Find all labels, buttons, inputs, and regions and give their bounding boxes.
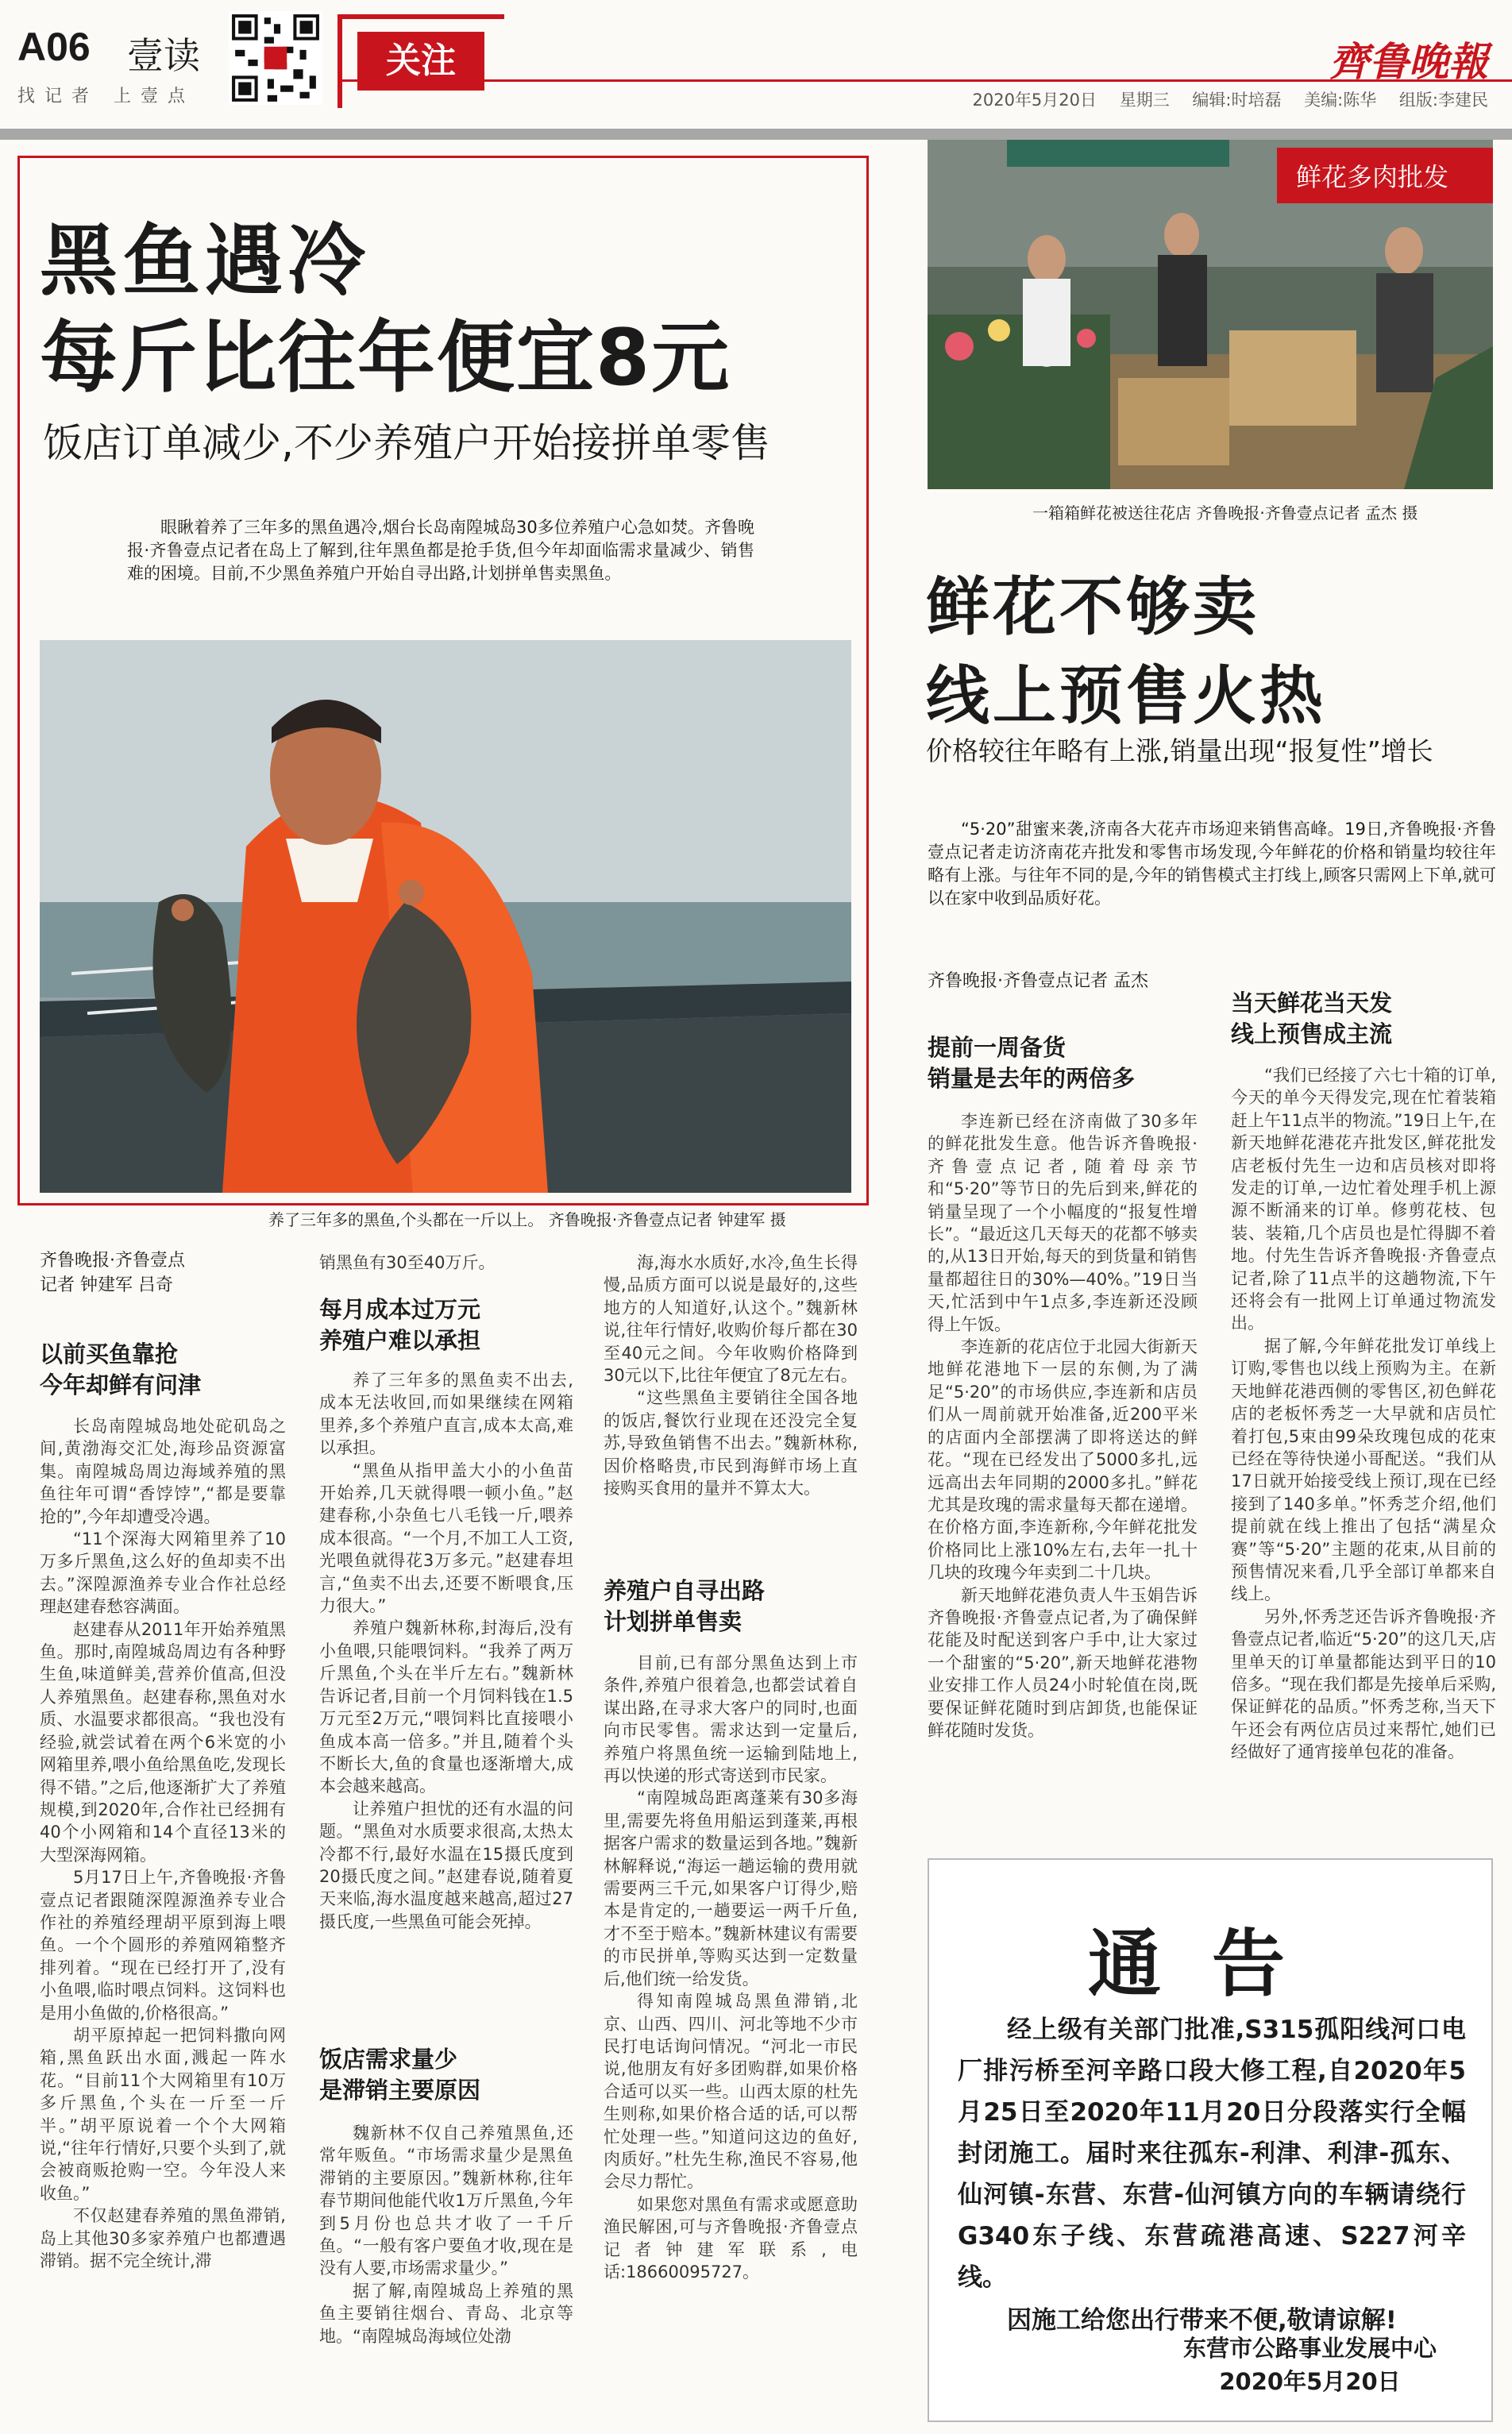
flower-column-1 (928, 1110, 1198, 1841)
notice-text: 经上级有关部门批准,S315孤阳线河口电厂排污桥至河辛路口段大修工程,自2020年5月25日至2020年11月20日分段落实行全幅封闭施工。届时来往孤东-利津、利津-孤东、仙河镇-东营、东营-仙河镇方向的车辆请绕行G340东子线、东营疏港高速、S227河辛线。 (958, 2015, 1466, 2292)
flower-subhead-2 (1231, 988, 1392, 1050)
paragraph: 目前,已有部分黑鱼达到上市条件,养殖户很着急,也都尝试着自谋出路,在寻求大客户的同时,也面向市民零售。需求达到一定量后,养殖户将黑鱼统一运输到陆地上,再以快递的形式寄送到市民家。 (604, 1653, 858, 1786)
fish-subhead-4 (604, 1576, 765, 1637)
fish-column-2b (319, 2122, 573, 2424)
fish-photo-caption: 养了三年多的黑鱼,个头都在一斤以上。 齐鲁晚报·齐鲁壹点记者 钟建军 摄 (268, 1210, 786, 1229)
paragraph: 新天地鲜花港负责人牛玉娟告诉齐鲁晚报·齐鲁壹点记者,为了确保鲜花能及时配送到客户手中,让大家过一个甜蜜的“5·20”,新天地鲜花港物业安排工作人员24小时轮值在岗,既要保证鲜花随时到店卸货,也能保证鲜花随时发货。 (928, 1585, 1198, 1740)
notice-signature (1183, 2332, 1437, 2398)
paragraph: 如果您对黑鱼有需求或愿意助渔民解困,可与齐鲁晚报·齐鲁壹点记者钟建军联系,电话:18660095727。 (604, 2194, 858, 2282)
paragraph: 海,海水水质好,水冷,鱼生长得慢,品质方面可以说是最好的,这些地方的人知道好,认这个。”魏新林说,往年行情好,收购价每斤都在30至40元之间。今年收购价格降到30元以下,比往年便宜了8元左右。 (604, 1253, 858, 1386)
paragraph: 李连新的花店位于北园大街新天地鲜花港地下一层的东侧,为了满足“5·20”的市场供应,李连新和店员们从一周前就开始准备,近200平米的店面内全部摆满了即将送达的鲜花。“现在已经发出了5000多扎,远远高出去年同期的2000多扎。”鲜花尤其是玫瑰的需求量每天都在递增。在价格方面,李连新称,今年鲜花批发价格同比上涨10%左右,去年一扎十几块的玫瑰今年卖到二十几块。 (928, 1337, 1198, 1583)
fish-subhead-2-line-1: 每月成本过万元 (319, 1296, 481, 1323)
header-band (0, 129, 1512, 140)
fish-farmer-photo (40, 640, 851, 1193)
flower-lede: “5·20”甜蜜来袭,济南各大花卉市场迎来销售高峰。19日,齐鲁晚报·齐鲁壹点记者走访济南花卉批发和零售市场发现,今年鲜花的价格和销量均较往年略有上涨。与往年不同的是,今年的销售模式主打线上,顾客只需网上下单,就可以在家中收到品质好花。 (928, 820, 1496, 908)
fish-column-2-top (319, 1252, 573, 1274)
flower-subhead-1 (928, 1032, 1135, 1094)
headline-line-2: 每斤比往年便宜8元 (40, 313, 731, 403)
fish-subhead-1-line-1: 以前买鱼靠抢 (40, 1340, 179, 1367)
issue-weekday: 星期三 (1119, 91, 1170, 110)
flower-headline-subtitle: 价格较往年略有上涨,销量出现“报复性”增长 (926, 735, 1433, 766)
fish-byline-reporters: 记者 钟建军 吕奇 (40, 1275, 173, 1295)
headline-line-1: 黑鱼遇冷 (40, 216, 371, 307)
paragraph: 据了解,南隍城岛上养殖的黑鱼主要销往烟台、青岛、北京等地。“南隍城岛海域位处渤 (319, 2281, 573, 2346)
paragraph: 5月17日上午,齐鲁晚报·齐鲁壹点记者跟随深隍源渔养专业合作社的养殖经理胡平原到海上喂鱼。一个个圆形的养殖网箱整齐排列着。“现在已经打开了,没有小鱼喂,临时喂点饲料。这饲料也是用小鱼做的,价格很高。” (40, 1868, 286, 2023)
paragraph: “黑鱼从指甲盖大小的小鱼苗开始养,几天就得喂一顿小鱼。”赵建春称,小杂鱼七八毛钱一斤,喂养成本很高。“一个月,不加工人工资,光喂鱼就得花3万多元。”赵建春坦言,“鱼卖不出去,还要不断喂食,压力很大。” (319, 1460, 573, 1616)
editor-credit: 编辑:时培磊 (1192, 91, 1282, 110)
fish-byline (40, 1248, 185, 1298)
fish-subhead-1 (40, 1339, 201, 1401)
flower-subhead-2-line-1: 当天鲜花当天发 (1231, 989, 1393, 1016)
flower-subhead-1-line-2: 销量是去年的两倍多 (928, 1065, 1136, 1092)
paragraph: 李连新已经在济南做了30多年的鲜花批发生意。他告诉齐鲁晚报·齐鲁壹点记者,随着母亲节和“5·20”等节日的先后到来,鲜花的销量呈现了一个小幅度的“报复性增长”。“最近这几天每天的花都不够卖的,从13日开始,每天的到货量和销售量都超往日的30%—40%。”19日当天,忙活到中午1点多,李连新还没顾得上午饭。 (928, 1112, 1198, 1334)
paragraph: “南隍城岛距离蓬莱有30多海里,需要先将鱼用船运到蓬莱,再根据客户需求的数量运到各地。”魏新林解释说,“海运一趟运输的费用就需要两三千元,如果客户订得少,赔本是肯定的,一趟要运一两千斤鱼,才不至于赔本。”魏新林建议有需要的市民拼单,等购买达到一定数量后,他们统一给发货。 (604, 1788, 858, 1988)
masthead (0, 0, 1512, 127)
flower-photo-caption: 一箱箱鲜花被送往花店 齐鲁晚报·齐鲁壹点记者 孟杰 摄 (1032, 503, 1418, 523)
section-tag: 关注 (357, 32, 484, 91)
paragraph: 另外,怀秀芝还告诉齐鲁晚报·齐鲁壹点记者,临近“5·20”的这几天,店里单天的订单量都能达到平日的10倍多。“现在我们都是先接单后采购,保证鲜花的品质。”怀秀芝称,当天下午还会有两位店员过来帮忙,她们已经做好了通宵接单包花的准备。 (1231, 1607, 1496, 1762)
paragraph: 养了三年多的黑鱼卖不出去,成本无法收回,而如果继续在网箱里养,多个养殖户直言,成本太高,难以承担。 (319, 1371, 573, 1458)
qr-code-icon[interactable] (229, 11, 322, 105)
fish-farmer-illustration (40, 640, 851, 1193)
flower-market-photo (928, 140, 1493, 489)
fish-byline-outlet: 齐鲁晚报·齐鲁壹点 (40, 1251, 185, 1271)
paragraph: 长岛南隍城岛地处砣矶岛之间,黄渤海交汇处,海珍品资源富集。南隍城岛周边海域养殖的黑鱼往年可谓“香饽饽”,“都是要靠抢的”,今年却遭受冷遇。 (40, 1417, 286, 1526)
fish-column-3 (604, 1252, 858, 1545)
fish-subhead-1-line-2: 今年却鲜有问津 (40, 1371, 202, 1398)
paragraph: 养殖户魏新林称,封海后,没有小鱼喂,只能喂饲料。“我养了两万斤黑鱼,个头在半斤左右。”魏新林告诉记者,目前一个月饲料钱在1.5万元至2万元,“喂饲料比直接喂小鱼成本高一倍多。”并且,随着个头不断长大,鱼的食量也逐渐增大,成本会越来越高。 (319, 1618, 573, 1796)
section-name: 壹读 (127, 34, 200, 77)
page-number: A06 (17, 25, 91, 69)
notice-date: 2020年5月20日 (1219, 2368, 1401, 2395)
flower-byline: 齐鲁晚报·齐鲁壹点记者 孟杰 (928, 971, 1148, 991)
issue-date: 2020年5月20日 (972, 91, 1097, 110)
notice-org: 东营市公路事业发展中心 (1183, 2335, 1437, 2362)
flower-headline-line-2: 线上预售火热 (926, 659, 1326, 733)
designer-credit: 美编:陈华 (1304, 91, 1377, 110)
paragraph: “11个深海大网箱里养了10万多斤黑鱼,这么好的鱼却卖不出去。”深隍源渔养专业合作社总经理赵建春愁容满面。 (40, 1529, 286, 1617)
fish-subhead-4-line-1: 养殖户自寻出路 (604, 1577, 766, 1604)
flower-subhead-2-line-2: 线上预售成主流 (1231, 1020, 1393, 1047)
layout-credit: 组版:李建民 (1398, 91, 1488, 110)
flower-subhead-1-line-1: 提前一周备货 (928, 1034, 1066, 1061)
fish-subhead-3-line-2: 是滞销主要原因 (319, 2077, 481, 2104)
headline-subtitle: 饭店订单减少,不少养殖户开始接拼单零售 (43, 420, 770, 466)
paragraph: 不仅赵建春养殖的黑鱼滞销,岛上其他30多家养殖户也都遭遇滞销。据不完全统计,滞 (40, 2206, 286, 2271)
fish-column-3b (604, 1652, 858, 2424)
paragraph: 胡平原掉起一把饲料撒向网箱,黑鱼跃出水面,溅起一阵水花。“目前11个大网箱里有10万多斤黑鱼,个头在一斤至一斤半。”胡平原说着一个个大网箱说,“往年行情好,只要个头到了,就会被商贩抢购一空。今年没人来收鱼。” (40, 2025, 286, 2203)
newspaper-logo: 齊鲁晚報 (1329, 38, 1488, 85)
issue-meta (955, 87, 1488, 111)
article-lede: 眼瞅着养了三年多的黑鱼遇冷,烟台长岛南隍城岛30多位养殖户心急如焚。齐鲁晚报·齐鲁壹点记者在岛上了解到,往年黑鱼都是抢手货,但今年却面临需求量减少、销售难的困境。目前,不少黑鱼养殖户开始自寻出路,计划拼单售卖黑鱼。 (127, 518, 754, 583)
fish-subhead-3 (319, 2044, 480, 2106)
flower-column-2 (1231, 1064, 1496, 1841)
shop-sign: 鲜花多肉批发 (1295, 162, 1449, 192)
paragraph-continued: 销黑鱼有30至40万斤。 (319, 1253, 496, 1272)
paragraph: 赵建春从2011年开始养殖黑鱼。那时,南隍城岛周边有各种野生鱼,味道鲜美,营养价值高,但没人养殖黑鱼。赵建春称,黑鱼对水质、水温要求都很高。“我也没有经验,就尝试着在两个6米宽的小网箱里养,喂小鱼给黑鱼吃,发现长得不错。”之后,他逐渐扩大了养殖规模,到2020年,合作社已经拥有40个小网箱和14个直径13米的大型深海网箱。 (40, 1619, 286, 1865)
fish-subhead-3-line-1: 饭店需求量少 (319, 2046, 458, 2073)
notice-apology: 因施工给您出行带来不便,敬请谅解! (1007, 2306, 1397, 2335)
paragraph: “我们已经接了六七十箱的订单,今天的单今天得发完,现在忙着装箱赶上午11点半的物流。”19日上午,在新天地鲜花港花卉批发区,鲜花批发店老板付先生一边和店员核对即将发走的订单,一边忙着处理手机上源源不断涌来的订单。修剪花枝、包装、装箱,几个店员也是忙得脚不着地。付先生告诉齐鲁晚报·齐鲁壹点记者,除了11点半的这趟物流,下午还将会有一批网上订单通过物流发出。 (1231, 1066, 1496, 1333)
notice-body (958, 2009, 1466, 2341)
fish-column-1 (40, 1415, 286, 2424)
fish-column-2 (319, 1369, 573, 1931)
paragraph: “这些黑鱼主要销往全国各地的饭店,餐饮行业现在还没完全复苏,导致鱼销售不出去。”魏新林称,因价格略贵,市民到海鲜市场上直接购买食用的量并不算太大。 (604, 1388, 858, 1499)
paragraph: 魏新林不仅自己养殖黑鱼,还常年贩鱼。“市场需求量少是黑鱼滞销的主要原因。”魏新林称,往年春节期间他能代收1万斤黑鱼,今年到5月份也总共才收了一千斤鱼。“一般有客户要鱼才收,现在是没有人要,市场需求量少。” (319, 2123, 573, 2278)
paragraph: 据了解,今年鲜花批发订单线上订购,零售也以线上预购为主。在新天地鲜花港西侧的零售区,初色鲜花店的老板怀秀芝一大早就和店员忙着打包,5束由99朵玫瑰包成的花束已经在等待快递小哥配送。“我们从17日就开始接受线上预订,现在已经接到了140多单。”怀秀芝介绍,他们提前就在线上推出了包括“满星众赛”等“5·20”主题的花束,从目前的预售情况来看,几乎全部订单都来自线上。 (1231, 1336, 1496, 1604)
fish-subhead-2 (319, 1294, 480, 1356)
paragraph: 得知南隍城岛黑鱼滞销,北京、山西、四川、河北等地不少市民打电话询问情况。“河北一市民说,他朋友有好多团购群,如果价格合适可以买一些。山西太原的杜先生则称,如果价格合适的话,可以帮忙处理一些。”知道问这边的鱼好,肉质好。”杜先生称,渔民不容易,他会尽力帮忙。 (604, 1992, 858, 2192)
fish-subhead-4-line-2: 计划拼单售卖 (604, 1608, 742, 1635)
notice-title: 通告 (1088, 1921, 1336, 2007)
paragraph: 让养殖户担忧的还有水温的问题。“黑鱼对水质要求很高,太热太冷都不行,最好水温在15摄氏度到20摄氏度之间。”赵建春说,随着夏天来临,海水温度越来越高,超过27摄氏度,一些黑鱼可能会死掉。 (319, 1799, 573, 1931)
fish-subhead-2-line-2: 养殖户难以承担 (319, 1327, 481, 1354)
flower-market-illustration (928, 140, 1493, 489)
flower-headline-line-1: 鲜花不够卖 (926, 570, 1259, 644)
masthead-tagline: 找记者 上壹点 (17, 87, 195, 106)
